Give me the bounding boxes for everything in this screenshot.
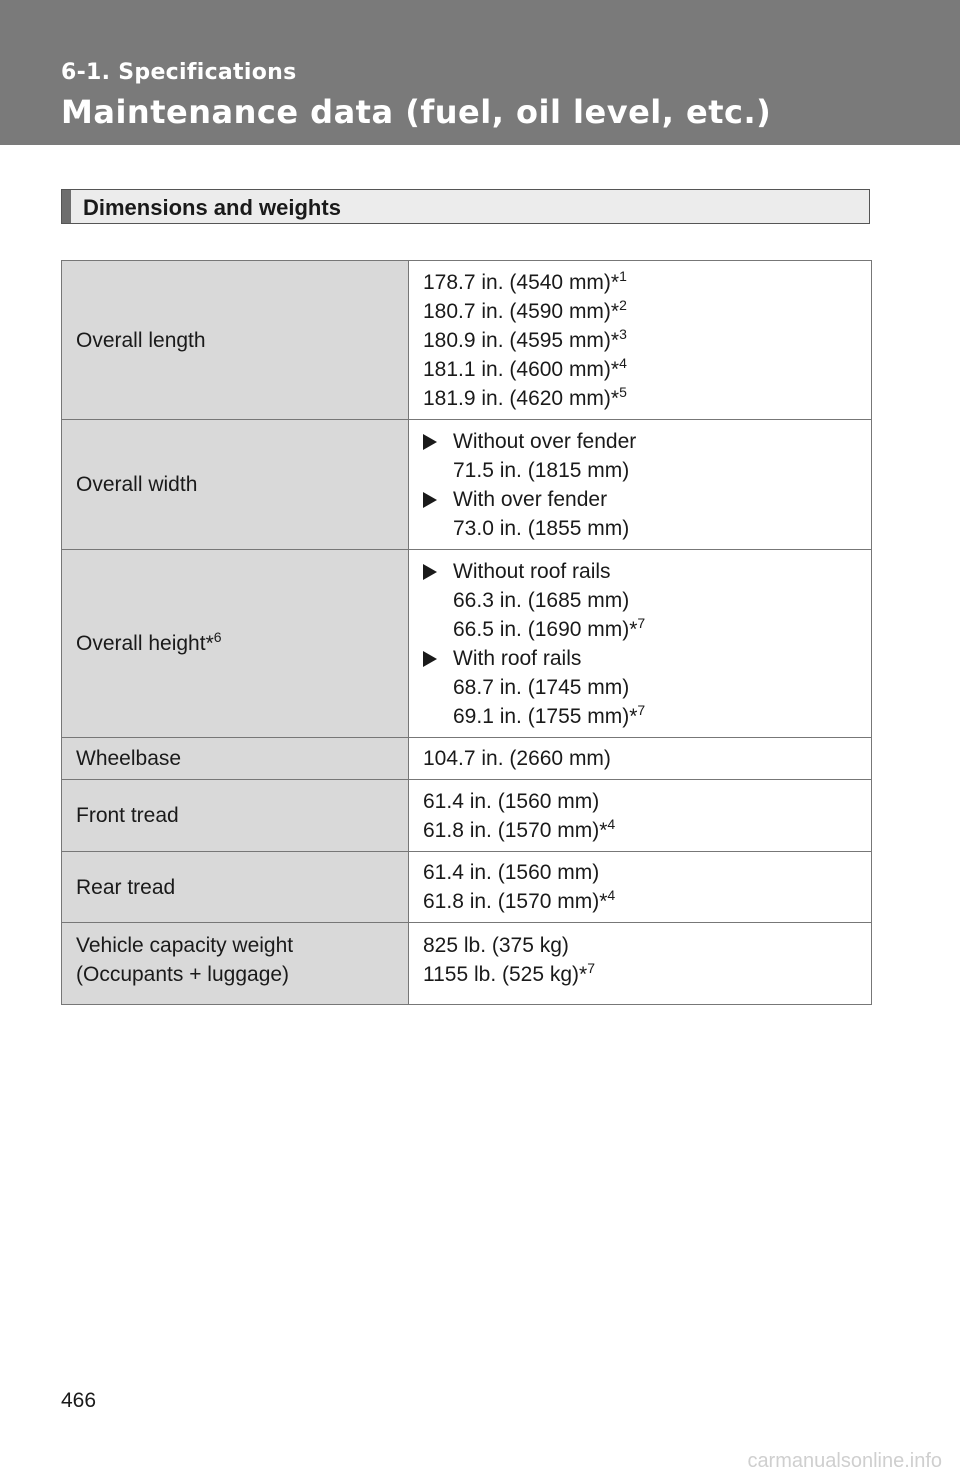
row-value bbox=[409, 780, 872, 852]
triangle-bullet-icon bbox=[423, 651, 437, 667]
subheading-text: Dimensions and weights bbox=[83, 195, 341, 220]
table-row-rear-tread bbox=[62, 852, 872, 923]
bullet-item: Without over fender bbox=[423, 427, 857, 456]
value-line: 68.7 in. (1745 mm) bbox=[453, 675, 630, 699]
table-row-overall-height bbox=[62, 550, 872, 738]
page-title: Maintenance data (fuel, oil level, etc.) bbox=[61, 93, 772, 131]
specs-table bbox=[61, 260, 872, 1005]
bullet-item: With over fender bbox=[423, 485, 857, 514]
value-line: 69.1 in. (1755 mm)*$^7$ bbox=[453, 701, 646, 728]
value-line: 66.3 in. (1685 mm) bbox=[453, 588, 630, 612]
section-label: 6-1. Specifications bbox=[61, 60, 297, 85]
watermark: carmanualsonline.info bbox=[747, 1450, 942, 1472]
table-row-wheelbase bbox=[62, 738, 872, 780]
table-row-overall-length bbox=[62, 261, 872, 420]
value-line: 104.7 in. (2660 mm) bbox=[423, 747, 611, 770]
row-label: Wheelbase bbox=[62, 738, 409, 780]
row-value bbox=[409, 923, 872, 1005]
value-line: 61.4 in. (1560 mm) bbox=[423, 789, 600, 813]
value-line: 180.9 in. (4595 mm)*$^3$ bbox=[423, 325, 627, 352]
table-row-overall-width bbox=[62, 420, 872, 550]
table-row-capacity-weight bbox=[62, 923, 872, 1005]
bullet-item: With roof rails bbox=[423, 644, 857, 673]
value-line: 178.7 in. (4540 mm)*$^1$ bbox=[423, 267, 627, 294]
subheading-bar bbox=[62, 190, 71, 223]
row-value bbox=[409, 550, 872, 738]
row-label: Rear tread bbox=[62, 852, 409, 923]
value-line: 73.0 in. (1855 mm) bbox=[453, 516, 630, 540]
table-row-front-tread bbox=[62, 780, 872, 852]
value-line: 181.9 in. (4620 mm)*$^5$ bbox=[423, 383, 627, 410]
bullet-item: Without roof rails bbox=[423, 557, 857, 586]
value-line: 1155 lb. (525 kg)*$^7$ bbox=[423, 960, 596, 986]
triangle-bullet-icon bbox=[423, 564, 437, 580]
value-line: 61.8 in. (1570 mm)*$^4$ bbox=[423, 815, 616, 842]
value-line: 61.8 in. (1570 mm)*$^4$ bbox=[423, 887, 616, 913]
page-header bbox=[0, 0, 960, 145]
value-line: 180.7 in. (4590 mm)*$^2$ bbox=[423, 296, 627, 323]
value-line: 181.1 in. (4600 mm)*$^4$ bbox=[423, 354, 627, 381]
row-label: Overall height*$^6$ bbox=[62, 550, 409, 738]
value-line: 825 lb. (375 kg) bbox=[423, 934, 569, 957]
row-label: Overall width bbox=[62, 420, 409, 550]
subheading-box bbox=[61, 189, 870, 224]
triangle-bullet-icon bbox=[423, 434, 437, 450]
triangle-bullet-icon bbox=[423, 492, 437, 508]
row-value bbox=[409, 852, 872, 923]
row-label: Front tread bbox=[62, 780, 409, 852]
value-line: 61.4 in. (1560 mm) bbox=[423, 861, 600, 884]
row-label: Vehicle capacity weight (Occupants + luggage) bbox=[62, 923, 409, 1005]
row-value bbox=[409, 420, 872, 550]
row-label: Overall length bbox=[62, 261, 409, 420]
value-line: 66.5 in. (1690 mm)*$^7$ bbox=[453, 614, 646, 641]
row-value bbox=[409, 738, 872, 780]
page-number: 466 bbox=[61, 1389, 97, 1412]
row-value bbox=[409, 261, 872, 420]
value-line: 71.5 in. (1815 mm) bbox=[453, 458, 630, 482]
